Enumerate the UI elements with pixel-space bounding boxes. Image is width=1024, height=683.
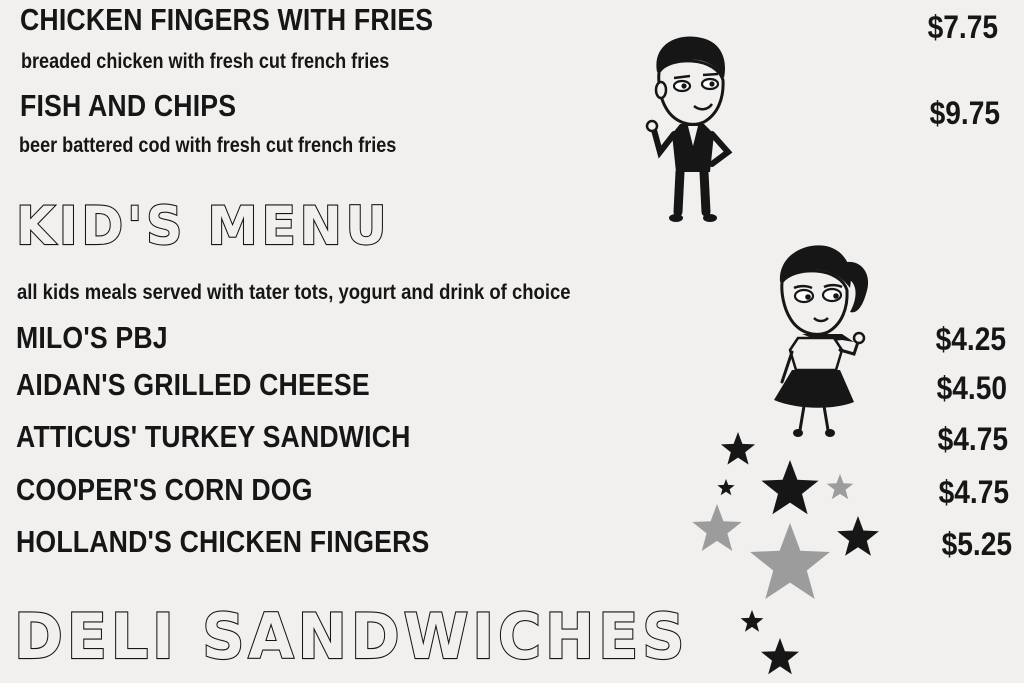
entree-description-chicken-fingers-with-fries: breaded chicken with fresh cut french fries (21, 50, 390, 73)
kids-item-price-coopers-corn-dog: $4.75 (938, 474, 1009, 510)
star-icon (692, 504, 741, 551)
star-icon (762, 460, 819, 514)
star-icon (827, 474, 854, 499)
star-icon (741, 610, 764, 632)
star-cluster-decoration (690, 420, 900, 683)
entree-name-fish-and-chips: FISH AND CHIPS (20, 88, 237, 123)
entree-name-chicken-fingers-with-fries: CHICKEN FINGERS WITH FRIES (20, 2, 434, 37)
cartoon-girl-illustration (762, 242, 878, 440)
kids-item-name-hollands-chicken-fingers: HOLLAND'S CHICKEN FINGERS (16, 524, 430, 559)
entree-price-fish-and-chips: $9.75 (929, 95, 1000, 131)
kids-item-name-coopers-corn-dog: COOPER'S CORN DOG (16, 472, 313, 507)
kids-item-price-hollands-chicken-fingers: $5.25 (941, 526, 1012, 562)
kids-item-name-aidans-grilled-cheese: AIDAN'S GRILLED CHEESE (16, 367, 370, 402)
cartoon-boy-illustration (640, 34, 740, 226)
kids-item-name-atticus-turkey-sandwich: ATTICUS' TURKEY SANDWICH (16, 419, 411, 454)
kids-menu-note: all kids meals served with tater tots, yogurt and drink of choice (17, 281, 571, 304)
entree-price-chicken-fingers-with-fries: $7.75 (927, 9, 998, 45)
star-icon (721, 432, 755, 465)
kids-item-name-milos-pbj: MILO'S PBJ (16, 320, 168, 355)
entree-description-fish-and-chips: beer battered cod with fresh cut french fries (19, 134, 397, 157)
kids-menu-heading: KID'S MENU (16, 196, 391, 257)
kids-item-price-aidans-grilled-cheese: $4.50 (936, 370, 1007, 406)
deli-sandwiches-heading: DELI SANDWICHES (14, 600, 689, 673)
kids-item-price-atticus-turkey-sandwich: $4.75 (937, 421, 1008, 457)
star-icon (717, 479, 734, 495)
star-icon (837, 516, 879, 556)
star-icon (750, 523, 830, 599)
kids-item-price-milos-pbj: $4.25 (935, 321, 1006, 357)
star-icon (761, 638, 799, 674)
